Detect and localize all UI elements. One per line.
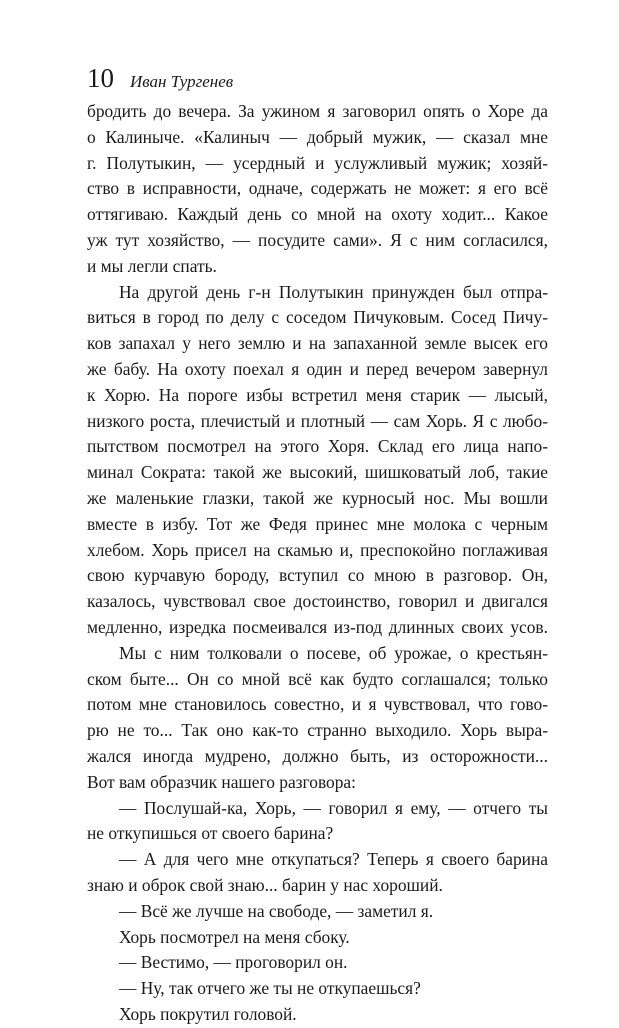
running-head bbox=[87, 58, 233, 98]
text-line: не откупишься от своего барина? bbox=[87, 823, 334, 844]
text-line: Вот вам образчик нашего разговора: bbox=[87, 771, 356, 792]
text-line: хлебом. Хорь присел на скамью и, преспокойно поглаживая bbox=[87, 539, 548, 560]
running-title: Иван Тургенев bbox=[130, 72, 234, 91]
text-line: потом мне становилось совестно, и я чувствовал, что гово- bbox=[87, 694, 548, 715]
page-number: 10 bbox=[87, 63, 114, 93]
text-line: бродить до вечера. За ужином я заговорил опять о Хоре да bbox=[87, 101, 548, 121]
text-line: о Калиныче. «Калиныч — добрый мужик, — сказал мне bbox=[87, 126, 548, 147]
text-line: ском быте... Он со мной всё как будто соглашался; только bbox=[87, 668, 548, 689]
text-line: к Хорю. На пороге избы встретил меня старик — лысый, bbox=[87, 384, 548, 405]
text-line: оттягиваю. Каждый день со мной на охоту ходит... Какое bbox=[87, 204, 548, 225]
text-line: медленно, изредка посмеивался из-под длинных своих усов. bbox=[87, 616, 548, 637]
text-line: и мы легли спать. bbox=[87, 255, 217, 276]
text-line: жался иногда мудрено, должно быть, из осторожности... bbox=[87, 745, 548, 766]
text-line: ков запахал у него землю и на запаханной земле высек его bbox=[87, 333, 548, 354]
text-line: — А для чего мне откупаться? Теперь я своего барина bbox=[119, 849, 548, 870]
text-line: свою курчавую бороду, вступил со мною в разговор. Он, bbox=[87, 565, 548, 586]
text-line: Хорь покрутил головой. bbox=[119, 1003, 297, 1024]
text-line: уж тут хозяйство, — посудите сами». Я с ним согласился, bbox=[87, 229, 548, 250]
text-line: казалось, чувствовал свое достоинство, говорил и двигался bbox=[87, 591, 548, 612]
text-line: ство в исправности, одначе, содержать не может: я его всё bbox=[87, 178, 548, 199]
text-line: Мы с ним толковали о посеве, об урожае, о крестьян- bbox=[119, 642, 548, 663]
text-line: рю не то... Так оно как-то странно выходило. Хорь выра- bbox=[87, 720, 548, 741]
text-line: — Вестимо, — проговорил он. bbox=[119, 952, 348, 973]
text-line: — Послушай-ка, Хорь, — говорил я ему, — отчего ты bbox=[119, 797, 548, 818]
body-text bbox=[87, 99, 548, 1028]
text-line: же маленькие глазки, такой же курносый нос. Мы вошли bbox=[87, 487, 548, 508]
text-line: Хорь посмотрел на меня сбоку. bbox=[119, 926, 350, 947]
text-line: же бабу. На охоту поехал я один и перед вечером завернул bbox=[87, 358, 548, 379]
text-line: низкого роста, плечистый и плотный — сам Хорь. Я с любо- bbox=[87, 410, 548, 431]
text-line: минал Сократа: такой же высокий, шишковатый лоб, такие bbox=[87, 462, 548, 483]
text-line: пытством посмотрел на этого Хоря. Склад его лица напо- bbox=[87, 436, 548, 457]
text-line: — Всё же лучше на свободе, — заметил я. bbox=[119, 900, 434, 921]
text-line: — Ну, так отчего же ты не откупаешься? bbox=[119, 978, 421, 999]
text-line: На другой день г-н Полутыкин принужден был отпра- bbox=[119, 281, 548, 302]
text-line: г. Полутыкин, — усердный и услужливый мужик; хозяй- bbox=[87, 152, 548, 173]
text-line: знаю и оброк свой знаю... барин у нас хороший. bbox=[87, 874, 443, 895]
text-line: виться в город по делу с соседом Пичуковым. Сосед Пичу- bbox=[87, 307, 548, 328]
text-line: вместе в избу. Тот же Федя принес мне молока с черным bbox=[87, 513, 548, 534]
